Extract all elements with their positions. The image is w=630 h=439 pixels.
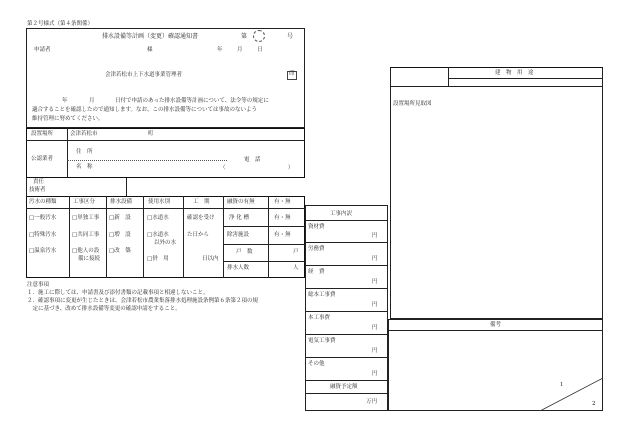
construction-header: 工事内訳 [330, 211, 353, 217]
number-stamp-icon [253, 30, 265, 42]
households-label: 戸 数 [236, 249, 253, 255]
body-year: 年 [62, 98, 68, 104]
body-line-1: 日付で申請のあった排水設備等計画について、法令等の規定に [115, 98, 269, 104]
check-tap-water[interactable]: □水道水 [147, 215, 169, 221]
septic-yn[interactable]: 有・無 [274, 215, 291, 221]
check-new[interactable]: □新 設 [109, 215, 131, 221]
notice-box [26, 28, 305, 128]
notice-title: 排水設備等計画（変更）確認通知書 [102, 33, 199, 40]
phone-paren-close: ） [288, 165, 294, 171]
septic-tank-label: 浄 化 槽 [229, 215, 249, 221]
cost-main-label: 本工事費 [308, 315, 331, 321]
people-unit: 人 [293, 265, 299, 271]
cost-material-label: 資材費 [308, 224, 325, 230]
cost-expense-label: 経 費 [308, 269, 325, 275]
cost-other-label: その他 [308, 361, 325, 367]
note-item-1: １．施工に際しては、申請書及び添付書類の記載事項と相違しないこと。 [27, 290, 209, 296]
loan-plan-label: 融資予定額 [330, 384, 358, 390]
abatement-yn[interactable]: 有・無 [274, 232, 291, 238]
check-hotspring-wastewater[interactable]: □温泉汚水 [29, 248, 57, 254]
applicant-label: 申請者 [34, 47, 51, 53]
contractor-label: 公認業者 [31, 156, 54, 162]
header-water-use: 使用水別 [148, 199, 171, 205]
header-term: 工 期 [193, 199, 210, 205]
check-combined[interactable]: □併 用 [147, 256, 169, 262]
date-year: 年 [217, 47, 223, 53]
note-item-2b: 定に基づき、改めて排水設備等変更の確認申請をすること。 [27, 306, 181, 312]
seal-mark: 印 [287, 71, 297, 80]
cost-total-unit: 円 [372, 302, 378, 308]
header-drainage: 排水設備 [110, 199, 133, 205]
site-town: 町 [148, 131, 154, 137]
check-non-tap-water[interactable]: □水道水 [147, 232, 169, 238]
corner-mark-2: 2 [592, 401, 596, 407]
check-other-facility[interactable]: □他人の設 [72, 248, 100, 254]
other-facility-cont: 備に接続 [78, 256, 101, 262]
address-label: 住 所 [76, 149, 93, 155]
date-day: 日 [257, 47, 263, 53]
check-general-wastewater[interactable]: □一般汚水 [29, 215, 57, 221]
cost-labor-unit: 円 [372, 256, 378, 262]
phone-label: 電 話 [244, 157, 261, 163]
cost-electric-label: 電気工事費 [308, 338, 336, 344]
body-month: 月 [89, 98, 95, 104]
engineer-label-2: 技術者 [29, 187, 46, 193]
cost-expense-unit: 円 [372, 279, 378, 285]
header-loan-yn: 有・無 [274, 199, 291, 205]
cost-other-unit: 円 [372, 371, 378, 377]
phone-paren-open: （ [220, 165, 226, 171]
header-wastewater: 汚水の種類 [29, 199, 57, 205]
check-single-work[interactable]: □単独工事 [72, 215, 100, 221]
applicant-sama: 様 [147, 47, 153, 53]
name-label: 名 称 [76, 164, 93, 170]
engineer-label-1: 責任 [33, 179, 45, 185]
check-joint-work[interactable]: □共同工事 [72, 232, 100, 238]
header-work-class: 工事区分 [73, 199, 96, 205]
check-expand[interactable]: □増 設 [109, 232, 131, 238]
abatement-label: 除害施設 [227, 232, 250, 238]
term-line-1: 確認を受け [187, 215, 215, 221]
check-rebuild[interactable]: □改 築 [109, 248, 131, 254]
building-use-header: 建 物 用 途 [495, 70, 534, 76]
term-line-3: 日以内 [202, 256, 219, 262]
cost-material-unit: 円 [372, 233, 378, 239]
non-tap-water-cont: 以外の水 [154, 240, 177, 246]
remarks-header: 備考 [490, 322, 502, 328]
site-label: 設置場所 [31, 131, 54, 137]
form-label: 第２号様式（第４条関係） [27, 21, 94, 27]
term-line-2: た日から [187, 232, 210, 238]
number-prefix: 第 [241, 33, 248, 40]
notes-title: 注意事項 [27, 282, 50, 288]
cost-main-unit: 円 [372, 325, 378, 331]
drain-people-label: 排水人数 [227, 265, 250, 271]
loan-plan-unit: 万円 [366, 399, 378, 405]
corner-mark-1: 1 [560, 382, 564, 388]
site-sketch-label: 設置場所見取図 [393, 101, 432, 107]
body-line-3: 維持管理に努めてください。 [32, 116, 104, 122]
households-unit: 戸 [293, 249, 299, 255]
issuer: 会津若松市上下水道事業管理者 [105, 72, 183, 78]
body-line-2: 適合することを確認したので通知します。なお、この排水設備等については事故のないよう [32, 107, 257, 113]
header-loan: 融資の有無 [227, 199, 255, 205]
note-item-2a: ２．確認事項に変更が生じたときは、会津若松市農業集落排水処理施設条例第６条第２項の規 [27, 298, 259, 304]
cost-electric-unit: 円 [372, 348, 378, 354]
cost-labor-label: 労務費 [308, 246, 325, 252]
cost-total-label: 総本工事費 [308, 292, 336, 298]
number-suffix: 号 [287, 33, 294, 40]
site-city: 会津若松市 [70, 131, 98, 137]
check-special-wastewater[interactable]: □特殊汚水 [29, 232, 57, 238]
date-month: 月 [237, 47, 243, 53]
